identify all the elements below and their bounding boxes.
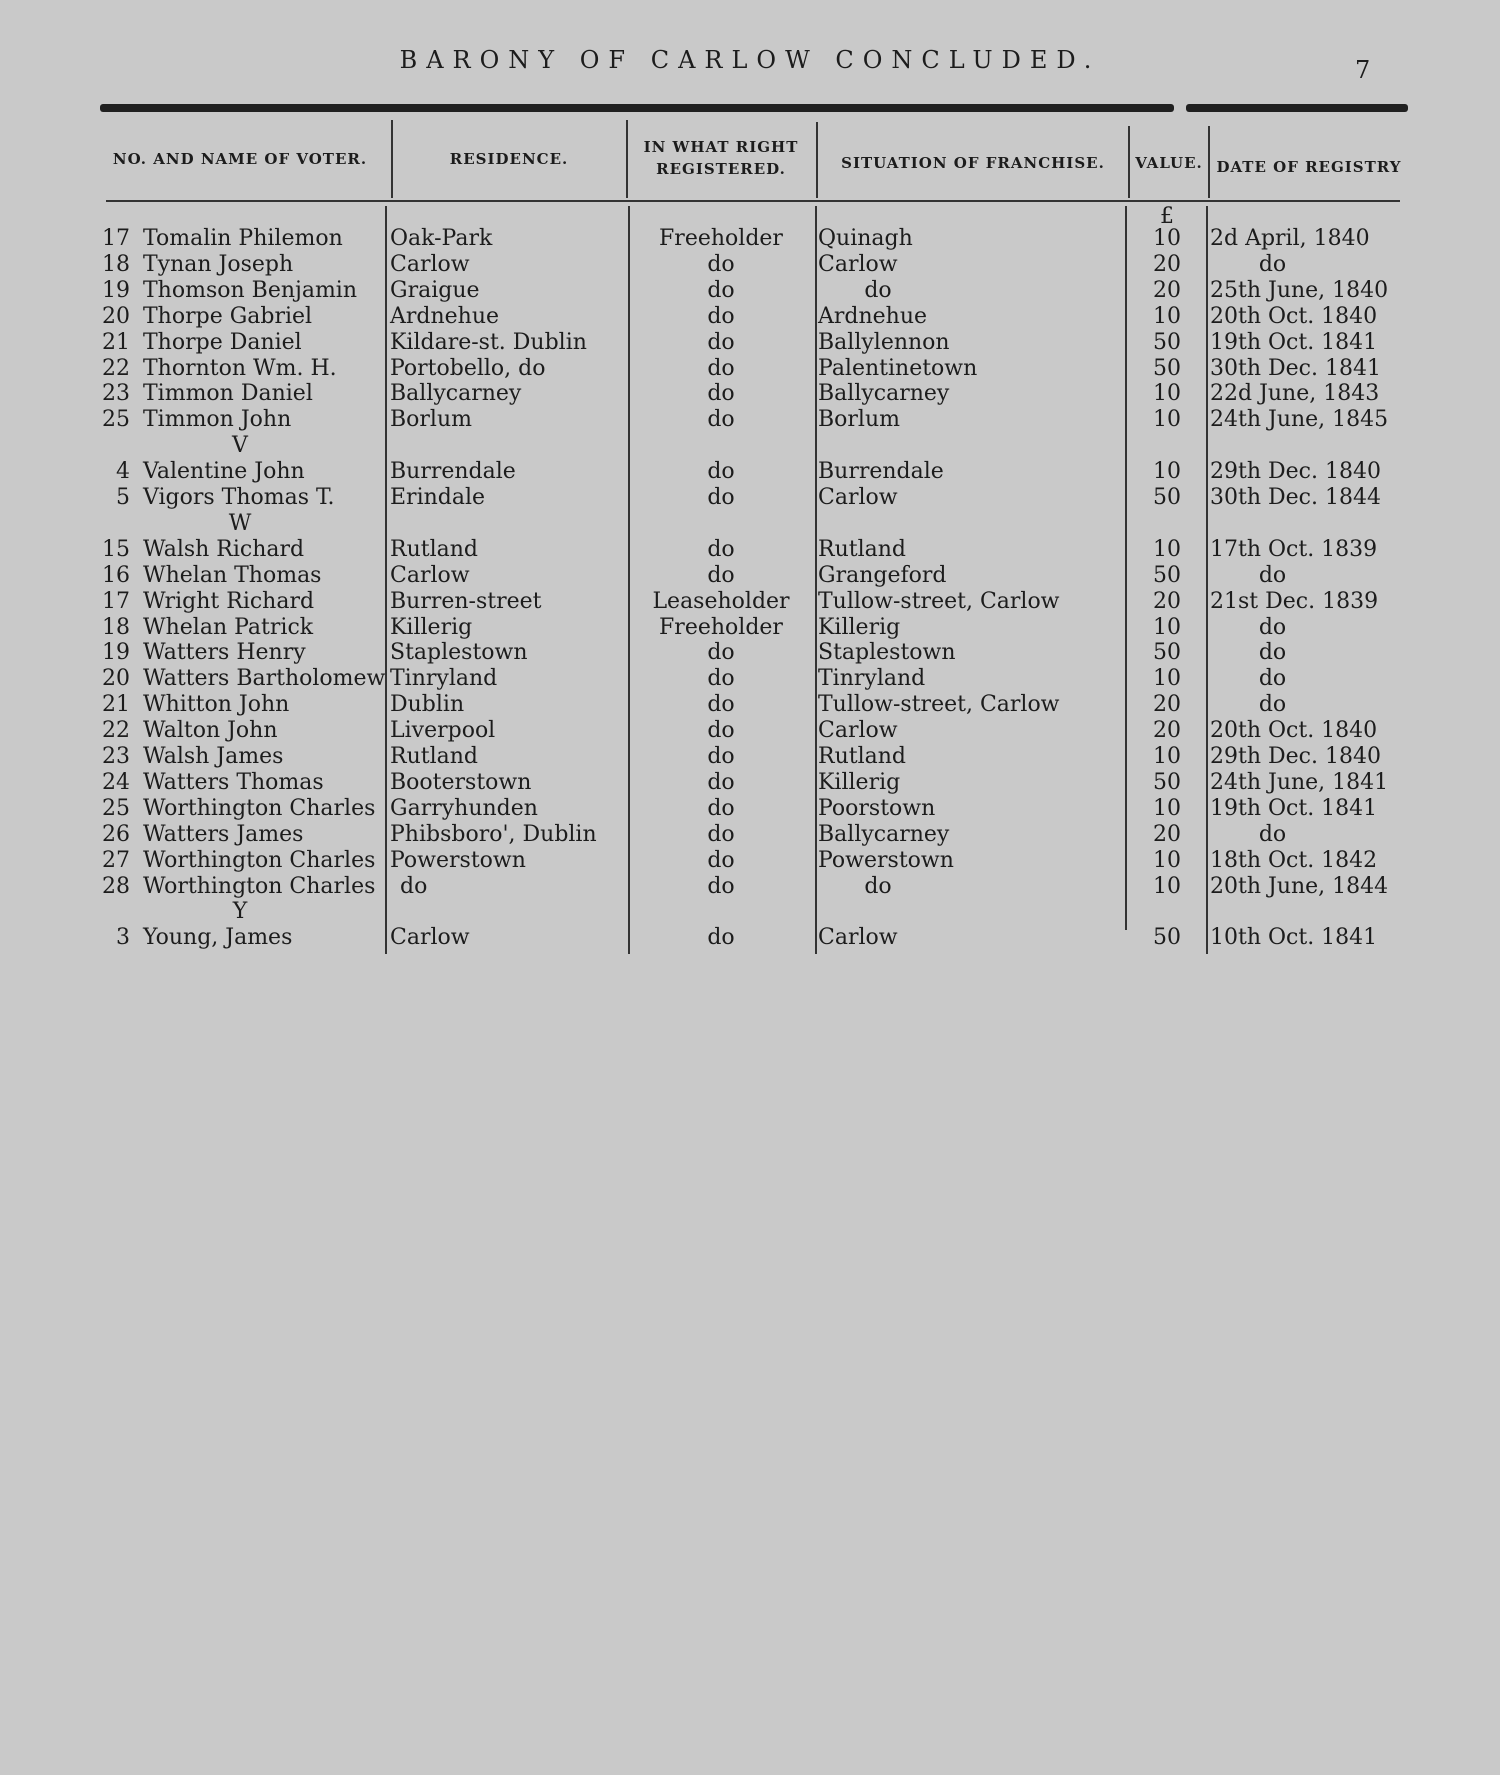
- franchise-situation: Rutland: [818, 536, 906, 562]
- voter-residence: Graigue: [390, 277, 480, 303]
- voter-row: [0, 822, 1500, 848]
- franchise-situation: Quinagh: [818, 226, 913, 251]
- franchise-value: 20: [1153, 277, 1181, 303]
- voter-name: Walton John: [143, 718, 278, 744]
- voter-row: [0, 226, 1500, 252]
- registration-right: Freeholder: [659, 614, 783, 640]
- header-divider: [1208, 126, 1210, 198]
- registration-right: do: [707, 407, 735, 433]
- registration-right: do: [707, 303, 735, 329]
- franchise-value: 10: [1153, 847, 1181, 873]
- registration-right: do: [707, 821, 735, 847]
- registry-date: 19th Oct. 1841: [1210, 795, 1378, 821]
- voter-number: 17: [102, 226, 130, 251]
- franchise-value: 20: [1153, 588, 1181, 614]
- registry-date: do: [1258, 640, 1287, 666]
- section-letter: W: [228, 510, 252, 536]
- franchise-value: 50: [1153, 329, 1181, 355]
- voter-name: Walsh Richard: [143, 536, 305, 562]
- voter-row: [0, 848, 1500, 874]
- franchise-value: 10: [1153, 614, 1181, 640]
- voter-row: [0, 330, 1500, 356]
- franchise-situation: Tullow-street, Carlow: [818, 588, 1060, 614]
- registration-right: do: [707, 769, 735, 795]
- value-currency-symbol: £: [1160, 204, 1174, 229]
- franchise-value: 10: [1153, 873, 1181, 899]
- voter-row: [0, 666, 1500, 692]
- voter-residence: Booterstown: [390, 769, 532, 795]
- registry-date: 30th Dec. 1841: [1210, 355, 1381, 381]
- franchise-value: 10: [1153, 666, 1181, 692]
- voter-residence: Ardnehue: [390, 303, 500, 329]
- voter-name: Timmon Daniel: [143, 381, 313, 407]
- registry-date: do: [1258, 251, 1287, 277]
- franchise-value: 20: [1153, 821, 1181, 847]
- registry-date: 21st Dec. 1839: [1210, 588, 1379, 614]
- voter-name: Whelan Patrick: [143, 614, 314, 640]
- franchise-value: 10: [1153, 459, 1181, 485]
- franchise-situation: Grangeford: [818, 562, 947, 588]
- header-divider: [391, 120, 393, 198]
- registration-right: do: [707, 640, 735, 666]
- voter-number: 20: [102, 666, 130, 692]
- voter-residence: Staplestown: [390, 640, 528, 666]
- voter-residence: Phibsboro', Dublin: [390, 821, 597, 847]
- voter-name: Whelan Thomas: [143, 562, 322, 588]
- voter-name: Worthington Charles: [143, 873, 376, 899]
- voter-number: 28: [102, 873, 130, 899]
- voter-row: [0, 304, 1500, 330]
- voter-row: [0, 563, 1500, 589]
- voter-residence: do: [400, 873, 428, 899]
- voter-number: 15: [102, 536, 130, 562]
- voter-row: [0, 718, 1500, 744]
- registration-right: do: [707, 795, 735, 821]
- voter-name: Thorpe Daniel: [143, 329, 302, 355]
- registration-right: do: [707, 355, 735, 381]
- voter-name: Valentine John: [143, 459, 305, 485]
- voter-row: [0, 459, 1500, 485]
- voter-residence: Burrendale: [390, 459, 516, 485]
- registration-right: Freeholder: [659, 226, 783, 251]
- header-right: [628, 136, 814, 180]
- voter-name: Timmon John: [143, 407, 292, 433]
- franchise-situation: do: [864, 873, 892, 899]
- registration-right: do: [707, 277, 735, 303]
- voter-row: [0, 356, 1500, 382]
- registry-date: 20th Oct. 1840: [1210, 718, 1378, 744]
- registration-right: Leaseholder: [652, 588, 790, 614]
- voter-row: [0, 770, 1500, 796]
- franchise-situation: Staplestown: [818, 640, 956, 666]
- voter-name: Thorpe Gabriel: [143, 303, 313, 329]
- voter-number: 25: [102, 795, 130, 821]
- header-right-line1: IN WHAT RIGHT: [643, 138, 799, 156]
- franchise-value: 20: [1153, 251, 1181, 277]
- registration-right: do: [707, 718, 735, 744]
- franchise-value: 50: [1153, 925, 1181, 951]
- registration-right: do: [707, 925, 735, 951]
- registry-date: 29th Dec. 1840: [1210, 459, 1381, 485]
- registry-date: do: [1258, 666, 1287, 692]
- registration-right: do: [707, 251, 735, 277]
- voter-name: Worthington Charles: [143, 795, 376, 821]
- voter-name: Watters Henry: [143, 640, 306, 666]
- franchise-value: 20: [1153, 692, 1181, 718]
- franchise-value: 10: [1153, 744, 1181, 769]
- voter-residence: Tinryland: [390, 666, 498, 692]
- letter-section-heading: [0, 511, 1500, 537]
- voter-name: Tomalin Philemon: [143, 226, 343, 251]
- voter-row: [0, 796, 1500, 822]
- header-situation: SITUATION OF FRANCHISE.: [841, 154, 1105, 172]
- franchise-value: 20: [1153, 718, 1181, 744]
- registry-date: 18th Oct. 1842: [1210, 847, 1378, 873]
- registry-date: do: [1258, 692, 1287, 718]
- franchise-situation: Tullow-street, Carlow: [818, 692, 1060, 718]
- voter-number: 19: [102, 277, 130, 303]
- voter-name: Watters Bartholomew: [143, 666, 386, 692]
- header-divider: [816, 122, 818, 198]
- page-title: BARONY OF CARLOW CONCLUDED.: [399, 46, 1101, 74]
- voter-number: 24: [102, 769, 130, 795]
- letter-section-heading: [0, 433, 1500, 459]
- registration-right: do: [707, 873, 735, 899]
- voter-row: [0, 874, 1500, 900]
- header-bottom-rule: [106, 200, 1400, 202]
- voter-name: Watters James: [143, 821, 304, 847]
- franchise-value: 10: [1153, 381, 1181, 407]
- franchise-situation: Ballycarney: [818, 381, 950, 407]
- franchise-situation: Palentinetown: [818, 355, 978, 381]
- voter-residence: Erindale: [390, 485, 486, 510]
- registry-date: 30th Dec. 1844: [1210, 485, 1381, 510]
- voter-name: Wright Richard: [143, 588, 315, 614]
- registration-right: do: [707, 329, 735, 355]
- voter-number: 18: [102, 614, 130, 640]
- franchise-value: 10: [1153, 407, 1181, 433]
- franchise-situation: Rutland: [818, 744, 906, 769]
- voter-number: 21: [102, 329, 130, 355]
- voter-name: Watters Thomas: [143, 769, 324, 795]
- registry-date: 24th June, 1845: [1210, 407, 1389, 433]
- voter-row: [0, 381, 1500, 407]
- header-date: DATE OF REGISTRY: [1216, 158, 1402, 176]
- franchise-situation: Tinryland: [818, 666, 926, 692]
- registration-right: do: [707, 381, 735, 407]
- header-top-rule: [100, 104, 1174, 112]
- franchise-situation: Burrendale: [818, 459, 944, 485]
- franchise-value: 50: [1153, 640, 1181, 666]
- voter-residence: Burren-street: [390, 588, 542, 614]
- voter-number: 27: [102, 847, 130, 873]
- voter-residence: Powerstown: [390, 847, 526, 873]
- registry-date: do: [1258, 562, 1287, 588]
- voter-residence: Kildare-st. Dublin: [390, 329, 587, 355]
- franchise-value: 50: [1153, 562, 1181, 588]
- voter-row: [0, 692, 1500, 718]
- voter-name: Whitton John: [143, 692, 290, 718]
- franchise-value: 50: [1153, 769, 1181, 795]
- registration-right: do: [707, 536, 735, 562]
- voter-number: 3: [116, 925, 130, 951]
- voter-residence: Oak-Park: [390, 226, 493, 251]
- header-top-rule-right: [1186, 104, 1408, 112]
- header-value: VALUE.: [1135, 154, 1203, 172]
- registry-date: 24th June, 1841: [1210, 769, 1389, 795]
- letter-section-heading: [0, 899, 1500, 925]
- voter-row: [0, 278, 1500, 304]
- voter-name: Thomson Benjamin: [143, 277, 358, 303]
- voter-number: 22: [102, 355, 130, 381]
- voter-residence: Garryhunden: [390, 795, 538, 821]
- registry-date: 20th Oct. 1840: [1210, 303, 1378, 329]
- registry-date: 10th Oct. 1841: [1210, 925, 1378, 951]
- franchise-value: 50: [1153, 485, 1181, 510]
- franchise-situation: Powerstown: [818, 847, 954, 873]
- registration-right: do: [707, 744, 735, 769]
- voter-residence: Borlum: [390, 407, 472, 433]
- registry-date: 19th Oct. 1841: [1210, 329, 1378, 355]
- franchise-situation: Killerig: [818, 769, 901, 795]
- registry-date: 2d April, 1840: [1210, 226, 1370, 251]
- franchise-value: 10: [1153, 226, 1181, 251]
- registration-right: do: [707, 666, 735, 692]
- voter-residence: Killerig: [390, 614, 473, 640]
- voter-row: [0, 925, 1500, 951]
- voter-number: 16: [102, 562, 130, 588]
- voter-number: 26: [102, 821, 130, 847]
- voter-number: 4: [116, 459, 130, 485]
- registration-right: do: [707, 459, 735, 485]
- registry-date: 17th Oct. 1839: [1210, 536, 1378, 562]
- voter-residence: Liverpool: [390, 718, 496, 744]
- registry-date: 20th June, 1844: [1210, 873, 1389, 899]
- franchise-situation: Carlow: [818, 925, 898, 951]
- voter-name: Worthington Charles: [143, 847, 376, 873]
- registry-date: 25th June, 1840: [1210, 277, 1389, 303]
- voter-number: 22: [102, 718, 130, 744]
- voter-number: 25: [102, 407, 130, 433]
- franchise-value: 10: [1153, 795, 1181, 821]
- registry-date: do: [1258, 614, 1287, 640]
- voter-residence: Carlow: [390, 925, 470, 951]
- voter-name: Young, James: [143, 925, 293, 951]
- header-divider: [626, 120, 628, 198]
- franchise-situation: do: [864, 277, 892, 303]
- voter-residence: Dublin: [390, 692, 465, 718]
- registration-right: do: [707, 847, 735, 873]
- voter-row: [0, 615, 1500, 641]
- section-letter: V: [232, 433, 248, 459]
- voter-number: 18: [102, 251, 130, 277]
- franchise-situation: Poorstown: [818, 795, 936, 821]
- registry-date: do: [1258, 821, 1287, 847]
- voter-row: [0, 407, 1500, 433]
- voter-residence: Rutland: [390, 744, 478, 769]
- voter-row: [0, 640, 1500, 666]
- franchise-situation: Ballycarney: [818, 821, 950, 847]
- voter-number: 17: [102, 588, 130, 614]
- franchise-value: 10: [1153, 303, 1181, 329]
- voter-number: 23: [102, 744, 130, 769]
- voter-number: 5: [116, 485, 130, 510]
- page-number: 7: [1355, 56, 1371, 84]
- registry-date: 29th Dec. 1840: [1210, 744, 1381, 769]
- voter-row: [0, 537, 1500, 563]
- header-divider: [1128, 126, 1130, 198]
- voter-residence: Rutland: [390, 536, 478, 562]
- voter-name: Walsh James: [143, 744, 284, 769]
- section-letter: Y: [232, 899, 248, 925]
- registry-date: 22d June, 1843: [1210, 381, 1380, 407]
- voter-residence: Carlow: [390, 251, 470, 277]
- header-residence: RESIDENCE.: [449, 150, 569, 168]
- voter-residence: Carlow: [390, 562, 470, 588]
- registration-right: do: [707, 692, 735, 718]
- franchise-situation: Carlow: [818, 251, 898, 277]
- franchise-situation: Borlum: [818, 407, 900, 433]
- voter-residence: Ballycarney: [390, 381, 522, 407]
- franchise-situation: Carlow: [818, 485, 898, 510]
- voter-name: Tynan Joseph: [143, 251, 294, 277]
- franchise-situation: Killerig: [818, 614, 901, 640]
- voter-row: [0, 589, 1500, 615]
- header-voter: NO. AND NAME OF VOTER.: [112, 150, 368, 168]
- franchise-situation: Ardnehue: [818, 303, 928, 329]
- franchise-value: 10: [1153, 536, 1181, 562]
- registration-right: do: [707, 485, 735, 510]
- registration-right: do: [707, 562, 735, 588]
- voter-name: Vigors Thomas T.: [143, 485, 335, 510]
- voter-row: [0, 744, 1500, 770]
- voter-row: [0, 485, 1500, 511]
- voter-number: 19: [102, 640, 130, 666]
- header-right-line2: REGISTERED.: [656, 160, 786, 178]
- voter-number: 21: [102, 692, 130, 718]
- voter-number: 20: [102, 303, 130, 329]
- voter-residence: Portobello, do: [390, 355, 546, 381]
- voter-name: Thornton Wm. H.: [143, 355, 337, 381]
- franchise-value: 50: [1153, 355, 1181, 381]
- franchise-situation: Carlow: [818, 718, 898, 744]
- voter-number: 23: [102, 381, 130, 407]
- voter-row: [0, 252, 1500, 278]
- franchise-situation: Ballylennon: [818, 329, 950, 355]
